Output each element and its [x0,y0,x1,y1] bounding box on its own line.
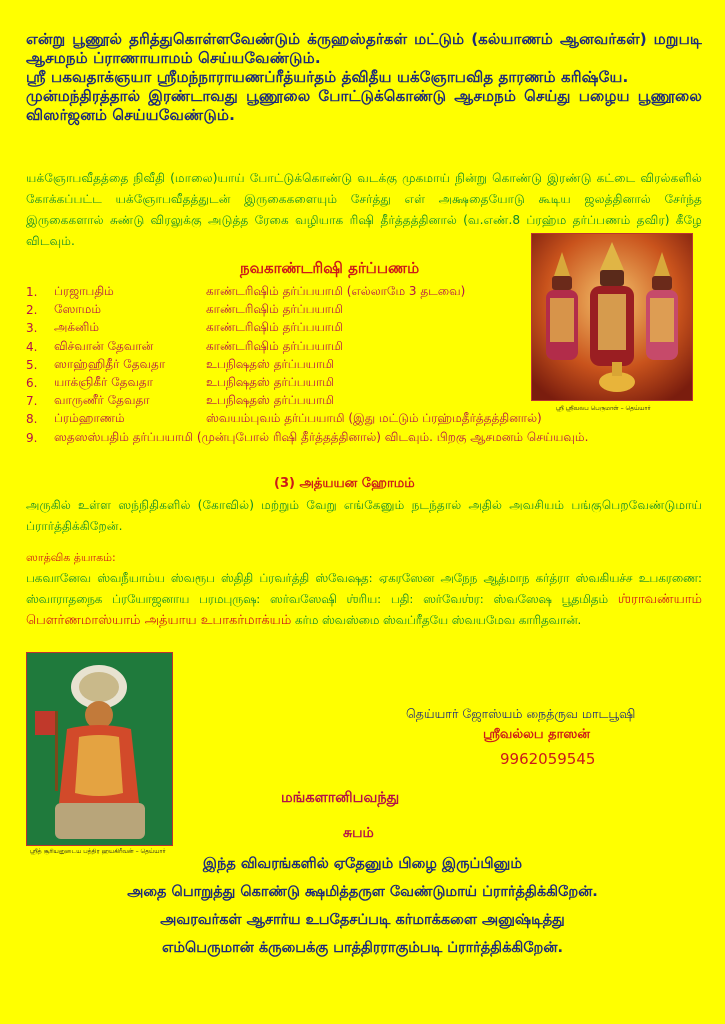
subham-heading: சுபம் [343,825,374,841]
row-action: காண்டரிஷிம் தர்ப்பயாமி [206,320,343,335]
row-action: உபநிஷதஸ் தர்ப்பயாமி [206,356,335,371]
adhyayana-text: அருகில் உள்ள ஸந்நிதிகளில் (கோவில்) மற்றும் வேறு எங்கேனும் நடந்தால் அதில் அவசியம் பங்குபெறவேண்டுமாய் ப்ரார்த்திக்கிறேன். [26,498,702,533]
deity-image [27,653,172,845]
tarpanam-title: நவகாண்டரிஷி தர்ப்பணம் [240,259,420,277]
row-number: 3. [26,321,38,336]
row-name: வாருணீர் தேவதா [54,393,150,408]
row-number: 4. [26,339,38,354]
row-name: ப்ரஜாபதிம் [54,284,114,299]
row-number: 1. [26,285,38,300]
row-action: உபநிஷதஸ் தர்ப்பயாமி [206,375,335,390]
row-name: அக்னிம் [54,320,100,335]
satvika-highlight: ஶ்ராவண்யாம் பௌர்ணமாஸ்யாம் அத்யாய உபாகர்மாக்யம் [26,592,702,628]
closing-line-4: எம்பெருமான் க்ருபைக்கு பாத்திரராகும்படி ப்ரார்த்திக்கிறேன். [162,940,563,956]
row-number: 7. [26,394,38,409]
tarpanam-row [26,410,686,428]
signature-line-1: தெய்யார் ஜோஸ்யம் நைத்ருவ மாடபூஷி [406,706,636,721]
deity-photo-perumal [531,233,693,401]
closing-line-3: அவரவர்கள் ஆசார்ய உபதேசப்படி கர்மாக்களை அனுஷ்டித்து [160,912,565,928]
row-action: ஸ்வயம்புவம் தர்ப்பயாமி (இது மட்டும் ப்ரஹ்மதீர்த்தத்தினால்) [206,411,542,426]
row-name: யாக்ஞிகீர் தேவதா [54,375,154,390]
row-number: 5. [26,357,38,372]
row-number: 8. [26,412,38,427]
row-action: காண்டரிஷிம் தர்ப்பயாமி [206,338,343,353]
row-action: உபநிஷதஸ் தர்ப்பயாமி [206,393,335,408]
row-name: ஸோமம் [54,302,101,317]
satvika-text [26,568,702,631]
row-number: 2. [26,303,38,318]
nivithi-text: யக்ஞோபவீதத்தை நிவீதி (மாலை)யாய் போட்டுக்கொண்டு வடக்கு முகமாய் நின்று கொண்டு இரண்டு கட்டை விரல்களில் கோக்கப்பட்ட யக்ஞோபவீதத்துடன் இருகைகளையும் சேர்த்து எள் அக்ஷதையோடு கூடிய ஜலத்தினால் சேர்ந்த இருகைகளால் சுண்டு விரலுக்கு அடுத்த ரேகை வழியாக ரிஷி தீர்த்தத்தினால் (வ.எண்.8 ப்ரஹ்ம தர்ப்பணம் தவிர) கீழே விடவும். [26,171,702,248]
row-text: ஸதஸஸ்பதிம் தர்ப்பயாமி (முன்புபோல் ரிஷி தீர்த்தத்தினால்) விடவும். பிறகு ஆசமனம் செய்யவும். [54,429,589,444]
intro-paragraph-2: ஸ்ரீ பகவதாக்ஞயா ஸ்ரீமந்நாராயணப்ரீத்யர்தம் த்விதீய யக்ஞோபவித தாரணம் கரிஷ்யே. [26,68,629,86]
row-action: காண்டரிஷிம் தர்ப்பயாமி (எல்லாமே 3 தடவை) [206,284,466,299]
row-name: விச்வான் தேவான் [54,338,154,353]
closing-prayer [30,850,695,962]
deity-image [532,234,692,400]
adhyayana-section [26,495,702,537]
mangalani-heading: மங்களானிபவந்து [281,790,400,806]
satvika-text-a: பகவானேவ ஸ்வநீயாம்ய ஸ்வரூப ஸ்திதி ப்ரவர்த்தி ஸ்வேஷத: ஏகரஸேன அநேந ஆத்மாந கர்த்ரா ஸ்வகியச்ச உபகரணை: ஸ்வாராதநைக ப்ரயோஜனாய பரமபுருஷ: ஸர்வஸேஷி ஶ்ரிய: பதி: ஸர்வேஶ்ர: ஸ்வஸேஷ பூதமிதம் [26,571,702,606]
signature-line-2: ஸ்ரீவல்லப தாஸன் [483,727,590,742]
closing-line-2: அதை பொறுத்து கொண்டு க்ஷமித்தருள வேண்டுமாய் ப்ரார்த்திக்கிறேன். [127,884,598,900]
intro-paragraph-1: என்று பூணூல் தரித்துகொள்ளவேண்டும் க்ருஹஸ்தர்கள் மட்டும் (கல்யாணம் ஆனவர்கள்) மறுபடி ஆசமநம் ப்ராணாயாமம் செய்யவேண்டும். [26,30,702,67]
adhyayana-title: (3) அத்யயன ஹோமம் [274,476,415,491]
signature-phone: 9962059545 [500,750,596,768]
tarpanam-row [26,429,686,447]
satvika-section [26,568,702,631]
row-action: காண்டரிஷிம் தர்ப்பயாமி [206,302,343,317]
satvika-text-c: கர்ம ஸ்வஸ்மை ஸ்வப்ரீதயே ஸ்வயமேவ காரிதவான். [291,613,582,627]
row-name: ப்ரம்ஹாணம் [54,411,125,426]
row-number: 9. [26,430,38,445]
row-name: ஸாஹ்ஹிதீர் தேவதா [54,356,166,371]
deity-photo-acharya [26,652,173,846]
intro-section [26,30,702,125]
closing-line-1: இந்த விவரங்களில் ஏதேனும் பிழை இருப்பினும் [202,856,523,872]
deity-photo-caption-2: ஸ்ரீத் சூரியனுடைய பத்திர ஹயகிரீவன் – தெய்யார் [30,848,166,855]
row-number: 6. [26,376,38,391]
intro-paragraph-3: முன்மந்திரத்தால் இரண்டாவது பூணூலை போட்டுக்கொண்டு ஆசமநம் செய்து பழைய பூணூலை விஸர்ஜனம் செய்யவேண்டும். [26,87,702,124]
deity-photo-caption-1: ஸ்ரீ ஸ்ரீவலப பெருமாள் – தெய்யார் [556,405,651,412]
satvika-title: ஸாத்விக த்யாகம்: [26,551,116,564]
